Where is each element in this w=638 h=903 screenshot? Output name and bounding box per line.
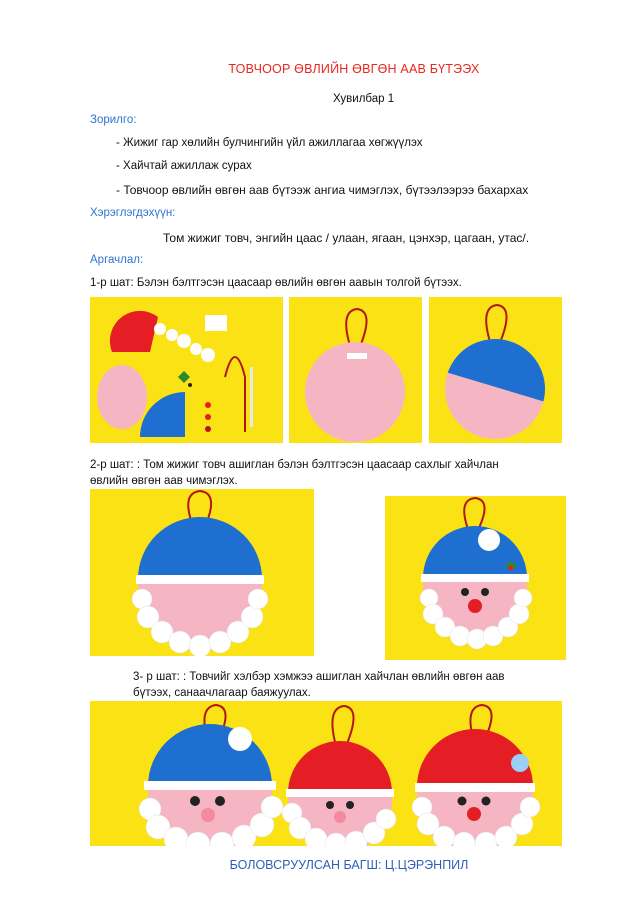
step-2-photo-2: [385, 496, 566, 660]
materials-text: Том жижиг товч, энгийн цаас / улаан, ягаан, цэнхэр, цагаан, утас/.: [163, 231, 530, 245]
goal-item-2: - Хайчтай ажиллаж сурах: [116, 160, 252, 172]
step-3-text-line-2: бүтээх, санаачлагаар баяжуулах.: [133, 687, 311, 699]
footer-author: БОЛОВСРУУЛСАН БАГШ: Ц.ЦЭРЭНПИЛ: [229, 858, 469, 872]
santa-face-illustration: [385, 496, 566, 660]
craft-parts-illustration: [90, 297, 283, 443]
step-1-text: 1-р шат: Бэлэн бэлтгэсэн цаасаар өвлийн өвгөн аавын толгой бүтээх.: [90, 277, 462, 289]
goal-item-1: - Жижиг гар хөлийн булчингийн үйл ажиллагаа хөгжүүлэх: [116, 137, 423, 149]
blue-pink-circle-illustration: [429, 297, 562, 443]
document-title: ТОВЧООР ӨВЛИЙН ӨВГӨН ААВ БҮТЭЭХ: [228, 62, 480, 76]
three-santas-illustration: [90, 701, 562, 846]
variant-label: Хувилбар 1: [333, 93, 395, 105]
goal-item-3: - Товчоор өвлийн өвгөн аав бүтээж ангиа чимэглэх, бүтээлээрээ бахархах: [116, 183, 529, 197]
step-3-photo: [90, 701, 562, 846]
step-2-text-line-1: 2-р шат: : Том жижиг товч ашиглан бэлэн бэлтгэсэн цаасаар сахлыг хайчлан: [90, 459, 499, 471]
step-2-text-line-2: өвлийн өвгөн аав чимэглэх.: [90, 475, 238, 487]
step-1-photo-1: [90, 297, 283, 443]
step-1-photo-2: [289, 297, 422, 443]
method-heading: Аргачлал:: [90, 254, 144, 266]
santa-beard-illustration: [90, 489, 314, 656]
goal-heading: Зорилго:: [90, 114, 137, 126]
step-2-photo-1: [90, 489, 314, 656]
step-1-photo-3: [429, 297, 562, 443]
pink-circle-illustration: [289, 297, 422, 443]
materials-heading: Хэрэглэгдэхүүн:: [90, 207, 176, 219]
step-3-text-line-1: 3- р шат: : Товчийг хэлбэр хэмжээ ашиглан хайчлан өвлийн өвгөн аав: [133, 671, 505, 683]
